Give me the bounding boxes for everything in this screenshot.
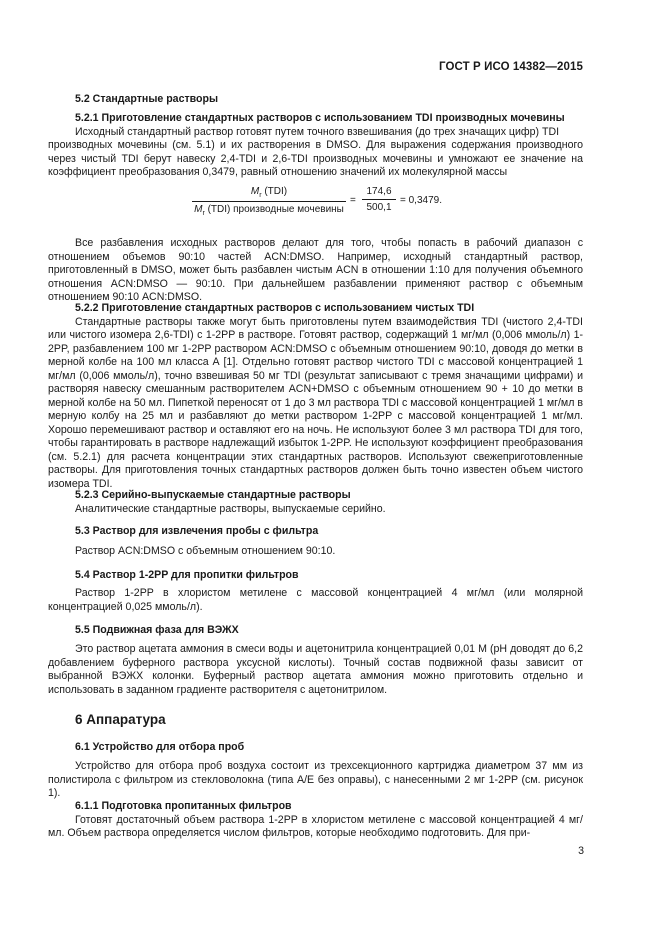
section-5-2-1 [48, 112, 583, 180]
section-5-2-2-heading: 5.2.2 Приготовление стандартных растворов с использованием чистых TDI [75, 302, 475, 314]
section-6-1-paragraph: Устройство для отбора проб воздуха состоит из трехсекционного картриджа диаметром 37 мм из полистирола с фильтром из стекловолокна (типа А/Е без оправы), с нанесенными 2 мг 1-2PP (см. рисунок 1). [48, 760, 583, 799]
section-5-2-heading: 5.2 Стандартные растворы [75, 93, 219, 105]
section-5-2-2 [48, 302, 583, 491]
section-5-4-heading: 5.4 Раствор 1-2PP для пропитки фильтров [75, 569, 299, 581]
section-5-2-2-paragraph: Стандартные растворы также могут быть приготовлены путем взаимодействия TDI (чистого 2,4-TDI или чистого изомера 2,6-TDI) с 1-2PP в растворе. Готовят раствор, содержащий 1 мг/мл (0,006 ммоль/л) 1-2PP, разбавлением 100 мг 1-2PP раствором ACN:DMSO с объемным отношением 90:10, доводя до метки в мерной колбе на 100 мл класса А [1]. Отдельно готовят раствор чистого TDI с массовой концентрацией 1 мг/мл (0,006 ммоль/л), точно взвешивая 50 мг TDI (результат записывают с тремя значащими цифрами) и растворяя навеску смешанным растворителем ACN+DMSO с объемным отношением 90 + 10 до метки в мерной колбе на 50 мл. Пипеткой переносят от 1 до 3 мл раствора TDI с массовой концентрацией 1 мг/мл в мерную колбу на 25 мл и разбавляют до метки раствором 1-2PP с массовой концентрацией 1 мг/мл. Хорошо перемешивают раствор и оставляют его на ночь. Не используют более 3 мл раствора TDI для того, чтобы гарантировать в растворе надлежащий избыток 1-2PP. Не используют коэффициент преобразования (см. 5.2.1) для расчета концентрации этих стандартных растворов. Используют свежеприготовленные растворы. Для приготовления точных стандартных растворов должен быть точно известен объем чистого изомера TDI. [48, 315, 583, 490]
formula-value-denominator: 500,1 [366, 202, 392, 213]
conversion-formula [75, 186, 583, 226]
section-5-3-paragraph: Раствор ACN:DMSO с объемным отношением 90:10. [75, 545, 336, 557]
section-6-heading: 6 Аппаратура [75, 712, 166, 727]
dilution-paragraph: Все разбавления исходных растворов делают для того, чтобы попасть в рабочий диапазон с отношением объемов 90:10 частей ACN:DMSO. Например, исходный стандартный раствор, приготовленный в DMSO, может быть разбавлен чистым ACN в отношении 1:10 для получения объемного отношения ACN:DMSO — 90:10. При дальнейшем разбавлении применяют раствор с объемным отношением 90:10 ACN:DMSO. [48, 237, 583, 303]
section-6-1-1 [48, 800, 583, 841]
standard-number: ГОСТ Р ИСО 14382—2015 [438, 61, 583, 73]
section-5-3-heading: 5.3 Раствор для извлечения пробы с фильтра [75, 525, 319, 537]
dilution-paragraph-block [48, 237, 583, 305]
section-6-1-1-heading: 6.1.1 Подготовка пропитанных фильтров [75, 800, 292, 812]
section-5-5-paragraph: Это раствор ацетата аммония в смеси воды и ацетонитрила концентрацией 0,01 М (pH доводят до 6,2 добавлением буферного раствора уксусной кислоты). Точный состав подвижной фазы зависит от выбранной ВЭЖХ колонки. Буферный раствор ацетата аммония можно приготовить отдельно и использовать в заданном градиенте растворителя с ацетонитрилом. [48, 643, 583, 696]
section-6-1-1-paragraph: Готовят достаточный объем раствора 1-2PP в хлористом метилене с массовой концентрацией 4 мг/мл. Объем раствора определяется числом фильтров, которые необходимо подготовить. Для при- [48, 813, 583, 839]
section-6-1-heading: 6.1 Устройство для отбора проб [75, 741, 245, 753]
formula-fraction-values [362, 186, 396, 213]
section-5-2-3 [75, 489, 583, 516]
section-6-1-body [48, 760, 583, 801]
section-5-2-1-paragraph-line1: Исходный стандартный раствор готовят путем точного взвешивания (до трех значащих цифр) TDI [75, 125, 560, 138]
formula-value-numerator: 174,6 [362, 186, 396, 200]
section-5-5-body [48, 643, 583, 697]
section-5-2-3-paragraph: Аналитические стандартные растворы, выпускаемые серийно. [75, 502, 386, 515]
formula-fraction-molar [192, 186, 346, 217]
section-5-5-heading: 5.5 Подвижная фаза для ВЭЖХ [75, 624, 239, 636]
section-5-4-body [48, 587, 583, 614]
section-5-2-1-heading: 5.2.1 Приготовление стандартных растворов с использованием TDI производных мочевины [75, 112, 565, 124]
section-5-3-body [75, 545, 583, 559]
section-5-2-1-paragraph-rest: производных мочевины (см. 5.1) и их растворения в DMSO. Для выражения содержания производного через чистый TDI берут навеску 2,4-TDI и 2,6-TDI производных мочевины и умножают ее значение на коэффициент преобразования 0,3479, равный отношению значений их молекулярной массы [48, 139, 583, 178]
page-number: 3 [578, 845, 584, 857]
section-5-2-3-heading: 5.2.3 Серийно-выпускаемые стандартные растворы [75, 489, 351, 501]
section-5-4-paragraph: Раствор 1-2PP в хлористом метилене с массовой концентрацией 4 мг/мл (или молярной концентрацией 0,025 ммоль/л). [48, 587, 583, 613]
formula-numerator: $M_r$ (TDI) [192, 186, 346, 202]
formula-approx-sign: = [350, 195, 356, 206]
formula-result: = 0,3479. [400, 195, 442, 206]
formula-denominator: $M_r$ (TDI) производные мочевины [194, 204, 344, 217]
